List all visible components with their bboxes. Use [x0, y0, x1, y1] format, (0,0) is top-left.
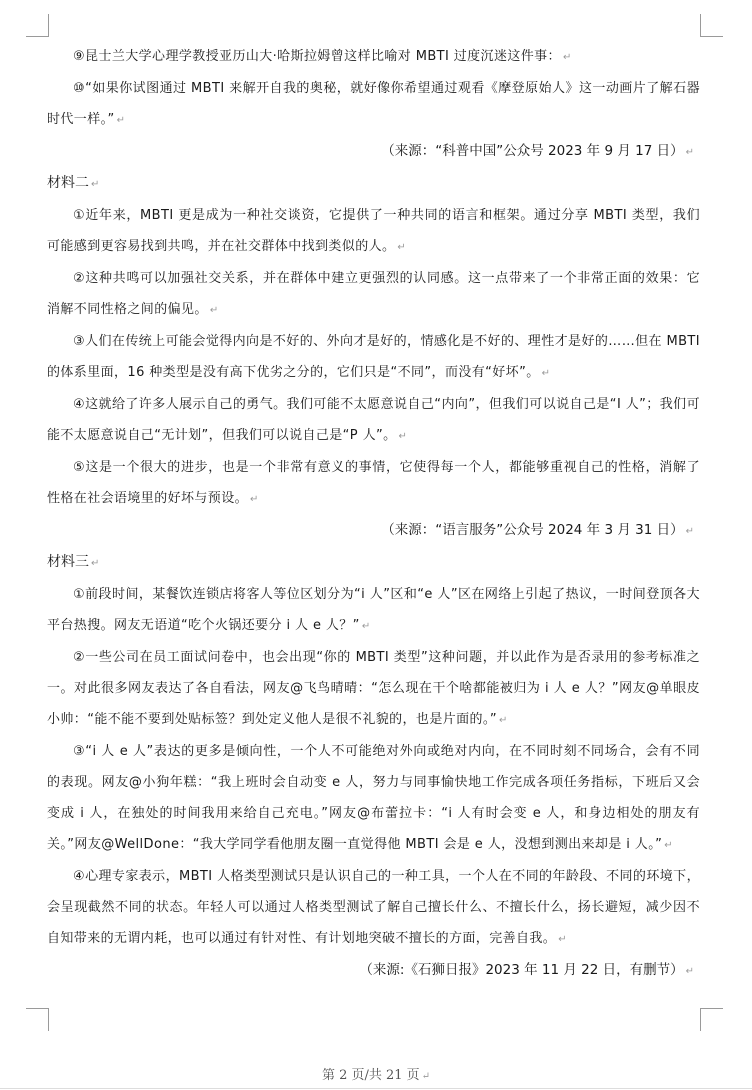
- crop-mark-top-right: [700, 14, 723, 37]
- material-3-paragraph-4: ④心理专家表示，MBTI 人格类型测试只是认识自己的一种工具，一个人在不同的年龄段、不同的环境下，会呈现截然不同的状态。年轻人可以通过人格类型测试了解自己擅长什么、不擅长什么，扬长避短，减少因不自知带来的无谓内耗，也可以通过有针对性、有计划地突破不擅长的方面，完善自我。 ↵: [47, 869, 700, 946]
- crop-mark-top-left: [26, 14, 49, 37]
- document-body: [47, 41, 700, 987]
- material-2-paragraph-1: ①近年来，MBTI 更是成为一种社交谈资，它提供了一种共同的语言和框架。通过分享 MBTI 类型，我们可能感到更容易找到共鸣，并在社交群体中找到类似的人。 ↵: [47, 208, 700, 254]
- material-3-paragraph-1: ①前段时间，某餐饮连锁店将客人等位区划分为“i 人”区和“e 人”区在网络上引起了热议，一时间登顶各大平台热搜。网友无语道“吃个火锅还要分 i 人 e 人？” ↵: [47, 587, 700, 633]
- footer-divider: [0, 1088, 752, 1089]
- material-2-paragraph-3: ③人们在传统上可能会觉得内向是不好的、外向才是好的，情感化是不好的、理性才是好的……但在 MBTI 的体系里面，16 种类型是没有高下优劣之分的，它们只是“不同”，而没有“好坏”。 ↵: [47, 334, 700, 380]
- crop-mark-bottom-left: [26, 1008, 49, 1031]
- source-3: （来源:《石狮日报》2023 年 11 月 22 日，有删节） ↵: [359, 962, 694, 978]
- paragraph-9: ⑨昆士兰大学心理学教授亚历山大·哈斯拉姆曾这样比喻对 MBTI 过度沉迷这件事： ↵: [73, 49, 572, 64]
- material-3-paragraph-3: ③“i 人 e 人”表达的更多是倾向性，一个人不可能绝对外向或绝对内向，在不同时刻不同场合，会有不同的表现。网友@小狗年糕：“我上班时会自动变 e 人，努力与同事愉快地工作完成各项任务指标，下班后又会变成 i 人，在独处的时间我用来给自己充电。”网友@布蕾拉卡：“i 人有时会变 e 人，和身边相处的朋友有关。”网友@WellDone：“我大学同学看他朋友圈一直觉得他 MBTI 会是 e 人，没想到测出来却是 i 人。” ↵: [47, 744, 700, 852]
- source-2: （来源：“语言服务”公众号 2024 年 3 月 31 日） ↵: [381, 522, 694, 538]
- material-3-paragraph-2: ②一些公司在员工面试问卷中，也会出现“你的 MBTI 类型”这种问题，并以此作为是否录用的参考标准之一。对此很多网友表达了各自看法，网友@飞鸟晴晴：“怎么现在干个啥都能被归为 i 人 e 人？”网友@单眼皮小帅：“能不能不要到处贴标签？到处定义他人是很不礼貌的，也是片面的。” ↵: [47, 650, 700, 727]
- crop-mark-bottom-right: [700, 1008, 723, 1031]
- material-2-paragraph-2: ②这种共鸣可以加强社交关系，并在群体中建立更强烈的认同感。这一点带来了一个非常正面的效果：它消解不同性格之间的偏见。 ↵: [47, 271, 700, 317]
- material-2-heading: 材料二 ↵: [47, 175, 100, 191]
- material-2-paragraph-5: ⑤这是一个很大的进步，也是一个非常有意义的事情，它使得每一个人，都能够重视自己的性格，消解了性格在社会语境里的好坏与预设。 ↵: [47, 460, 700, 506]
- material-3-heading: 材料三 ↵: [47, 554, 100, 570]
- paragraph-10: ⑩“如果你试图通过 MBTI 来解开自我的奥秘，就好像你希望通过观看《摩登原始人》这一动画片了解石器时代一样。” ↵: [47, 81, 700, 127]
- page-footer: 第 2 页/共 21 页 ↵: [321, 1068, 431, 1083]
- source-1: （来源：“科普中国”公众号 2023 年 9 月 17 日） ↵: [381, 143, 694, 159]
- material-2-paragraph-4: ④这就给了许多人展示自己的勇气。我们可能不太愿意说自己“内向”，但我们可以说自己是“I 人”；我们可能不太愿意说自己“无计划”，但我们可以说自己是“P 人”。 ↵: [47, 397, 700, 443]
